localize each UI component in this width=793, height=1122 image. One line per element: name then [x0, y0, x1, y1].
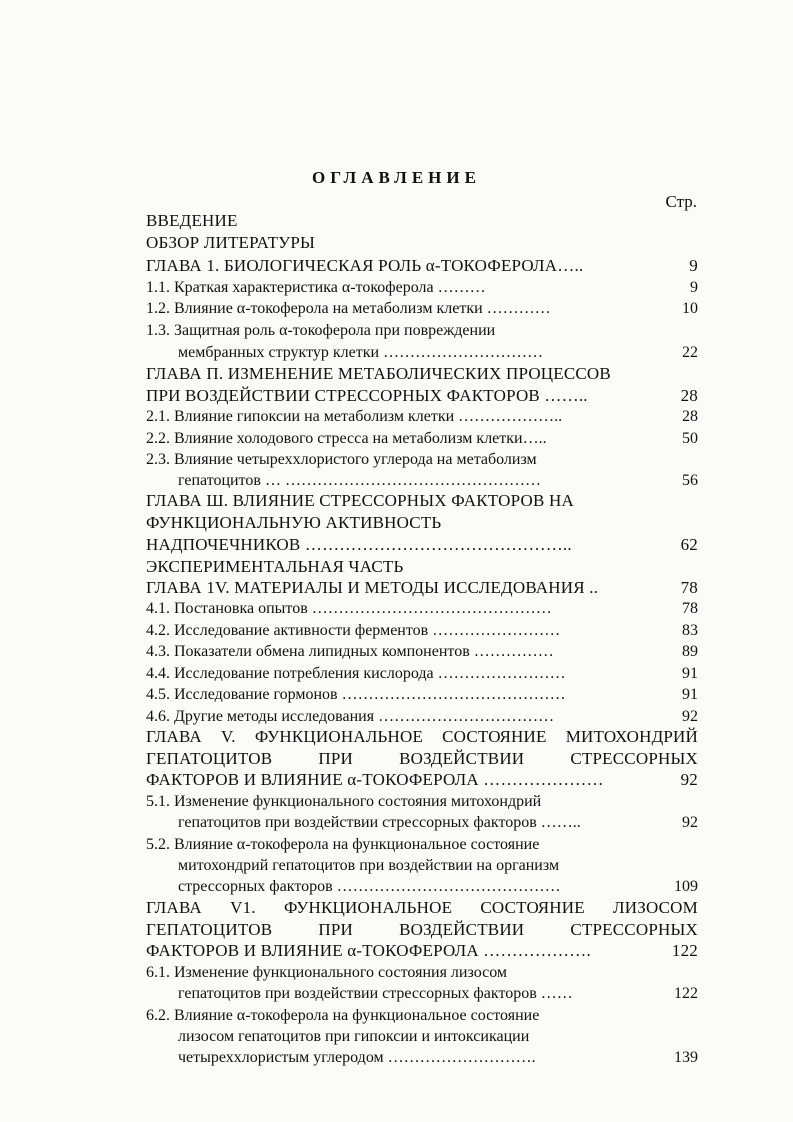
toc-entry [146, 707, 698, 727]
toc-page-number: 78 [680, 578, 698, 597]
toc-entry [146, 792, 698, 812]
toc-entry-text: НАДПОЧЕЧНИКОВ ……………………………………….. [146, 535, 572, 554]
toc-entry-text: ГЛАВА V. ФУНКЦИОНАЛЬНОЕ СОСТОЯНИЕ МИТОХОНДРИЙ [146, 727, 698, 746]
toc-entry-text: стрессорных факторов …………………………………… [178, 878, 561, 895]
toc-entry [146, 557, 698, 577]
toc-entry-text: 6.1. Изменение функционального состояния лизосом [146, 964, 508, 981]
toc-entry [146, 664, 698, 684]
toc-page-number: 89 [682, 643, 698, 660]
toc-entry-text: ОБЗОР ЛИТЕРАТУРЫ [146, 233, 316, 252]
toc-entry [178, 471, 698, 491]
toc-entry-text: ВВЕДЕНИЕ [146, 211, 238, 230]
toc-page-number: 10 [682, 300, 698, 317]
toc-entry-text: ГЛАВА 1. БИОЛОГИЧЕСКАЯ РОЛЬ α-ТОКОФЕРОЛА….. [146, 256, 584, 275]
toc-entry-text: 4.5. Исследование гормонов …………………………………… [146, 686, 566, 703]
toc-entry [178, 1048, 698, 1068]
toc-entry [146, 578, 698, 598]
toc-entry [146, 621, 698, 641]
toc-entry-text: ФУНКЦИОНАЛЬНУЮ АКТИВНОСТЬ [146, 513, 442, 532]
toc-page-number: 91 [682, 665, 698, 682]
toc-entry [178, 813, 698, 833]
toc-entry-text: гепатоцитов при воздействии стрессорных факторов …… [178, 985, 573, 1002]
toc-entry [146, 941, 698, 961]
toc-page-number: 50 [682, 430, 698, 447]
toc-entry-text: ФАКТОРОВ И ВЛИЯНИЕ α-ТОКОФЕРОЛА ………………… [146, 770, 604, 789]
toc-entry [178, 1027, 698, 1047]
toc-title: ОГЛАВЛЕНИЕ [312, 168, 481, 187]
toc-page-number: 56 [682, 472, 698, 489]
toc-entry [146, 429, 698, 449]
toc-entry-text: 5.2. Влияние α-токоферола на функциональное состояние [146, 836, 540, 853]
toc-entry-text: 2.3. Влияние четыреххлористого углерода на метаболизм [146, 451, 537, 468]
toc-entry [146, 278, 698, 298]
toc-entry [146, 727, 698, 747]
page-column-label: Стр. [665, 192, 697, 211]
toc-entry [146, 233, 698, 253]
toc-entry-text: ЭКСПЕРИМЕНТАЛЬНАЯ ЧАСТЬ [146, 557, 404, 576]
toc-page-number: 122 [674, 985, 698, 1002]
toc-entry-text: ФАКТОРОВ И ВЛИЯНИЕ α-ТОКОФЕРОЛА ………………. [146, 941, 591, 960]
toc-entry-text: ГЛАВА П. ИЗМЕНЕНИЕ МЕТАБОЛИЧЕСКИХ ПРОЦЕССОВ [146, 364, 611, 383]
toc-entry [146, 599, 698, 619]
toc-entry-text: 2.2. Влияние холодового стресса на метаболизм клетки….. [146, 430, 547, 447]
toc-entry-text: 4.4. Исследование потребления кислорода …………………… [146, 665, 566, 682]
toc-entry [146, 321, 698, 341]
toc-entry [146, 364, 698, 384]
toc-entry [146, 407, 698, 427]
toc-page-number: 109 [674, 878, 698, 895]
toc-entry [146, 749, 698, 769]
toc-page-number: 22 [682, 344, 698, 361]
toc-page-number: 139 [674, 1049, 698, 1066]
toc-page-number: 91 [682, 686, 698, 703]
toc-entry-text: 4.2. Исследование активности ферментов …………………… [146, 622, 561, 639]
toc-page-number: 92 [682, 708, 698, 725]
toc-entry [146, 920, 698, 940]
toc-entry [146, 450, 698, 470]
toc-entry-text: четыреххлористым углеродом ………………………. [178, 1049, 536, 1066]
toc-entry-text: ГЛАВА Ш. ВЛИЯНИЕ СТРЕССОРНЫХ ФАКТОРОВ НА [146, 491, 574, 510]
toc-entry [146, 1006, 698, 1026]
toc-entry [178, 984, 698, 1004]
toc-entry-text: ГЕПАТОЦИТОВ ПРИ ВОЗДЕЙСТВИИ СТРЕССОРНЫХ [146, 749, 698, 768]
toc-entry-text: мембранных структур клетки ………………………… [178, 344, 544, 361]
toc-entry [146, 513, 698, 533]
toc-entry [178, 877, 698, 897]
toc-entry [146, 642, 698, 662]
toc-entry-text: 5.1. Изменение функционального состояния митохондрий [146, 793, 542, 810]
toc-entry-text: 4.3. Показатели обмена липидных компонентов …………… [146, 643, 554, 660]
toc-page-number: 92 [682, 814, 698, 831]
toc-entry-text: митохондрий гепатоцитов при воздействии на организм [178, 857, 560, 874]
toc-entry-text: ГЕПАТОЦИТОВ ПРИ ВОЗДЕЙСТВИИ СТРЕССОРНЫХ [146, 920, 698, 939]
toc-entry-text: 4.1. Постановка опытов ……………………………………… [146, 600, 552, 617]
toc-entry-text: 6.2. Влияние α-токоферола на функциональное состояние [146, 1007, 540, 1024]
toc-entry-text: 1.1. Краткая характеристика α-токоферола ……… [146, 279, 486, 296]
toc-page-number: 9 [689, 256, 698, 275]
toc-entry-text: гепатоцитов при воздействии стрессорных факторов …….. [178, 814, 581, 831]
toc-page-number: 9 [690, 279, 698, 296]
toc-page-number: 83 [682, 622, 698, 639]
toc-entry [146, 898, 698, 918]
toc-entry-text: ГЛАВА V1. ФУНКЦИОНАЛЬНОЕ СОСТОЯНИЕ ЛИЗОСОМ [146, 898, 698, 917]
toc-entry [146, 535, 698, 555]
toc-entry-text: гепатоцитов … ………………………………………… [178, 472, 541, 489]
toc-entry-text: ГЛАВА 1V. МАТЕРИАЛЫ И МЕТОДЫ ИССЛЕДОВАНИЯ .. [146, 578, 599, 597]
toc-entry [146, 770, 698, 790]
toc-entry [146, 685, 698, 705]
toc-page-number: 122 [671, 941, 698, 960]
toc-entry-text: 4.6. Другие методы исследования …………………………… [146, 708, 555, 725]
toc-entry [178, 343, 698, 363]
toc-entry-text: лизосом гепатоцитов при гипоксии и интоксикации [178, 1028, 530, 1045]
toc-entry-text: ПРИ ВОЗДЕЙСТВИИ СТРЕССОРНЫХ ФАКТОРОВ …….. [146, 386, 588, 405]
toc-entry [146, 211, 698, 231]
toc-entry [178, 856, 698, 876]
toc-page-number: 92 [680, 770, 698, 789]
toc-entry [146, 963, 698, 983]
toc-page-number: 28 [682, 408, 698, 425]
toc-entry-text: 1.3. Защитная роль α-токоферола при повреждении [146, 322, 496, 339]
toc-page-number: 78 [682, 600, 698, 617]
toc-page-number: 62 [680, 535, 698, 554]
toc-entry [146, 835, 698, 855]
toc-entry [146, 386, 698, 406]
toc-entry-text: 2.1. Влияние гипоксии на метаболизм клетки ……………….. [146, 408, 563, 425]
toc-entry [146, 256, 698, 276]
toc-entry-text: 1.2. Влияние α-токоферола на метаболизм клетки ………… [146, 300, 551, 317]
toc-page-number: 28 [680, 386, 698, 405]
toc-entry [146, 491, 698, 511]
toc-entry [146, 299, 698, 319]
